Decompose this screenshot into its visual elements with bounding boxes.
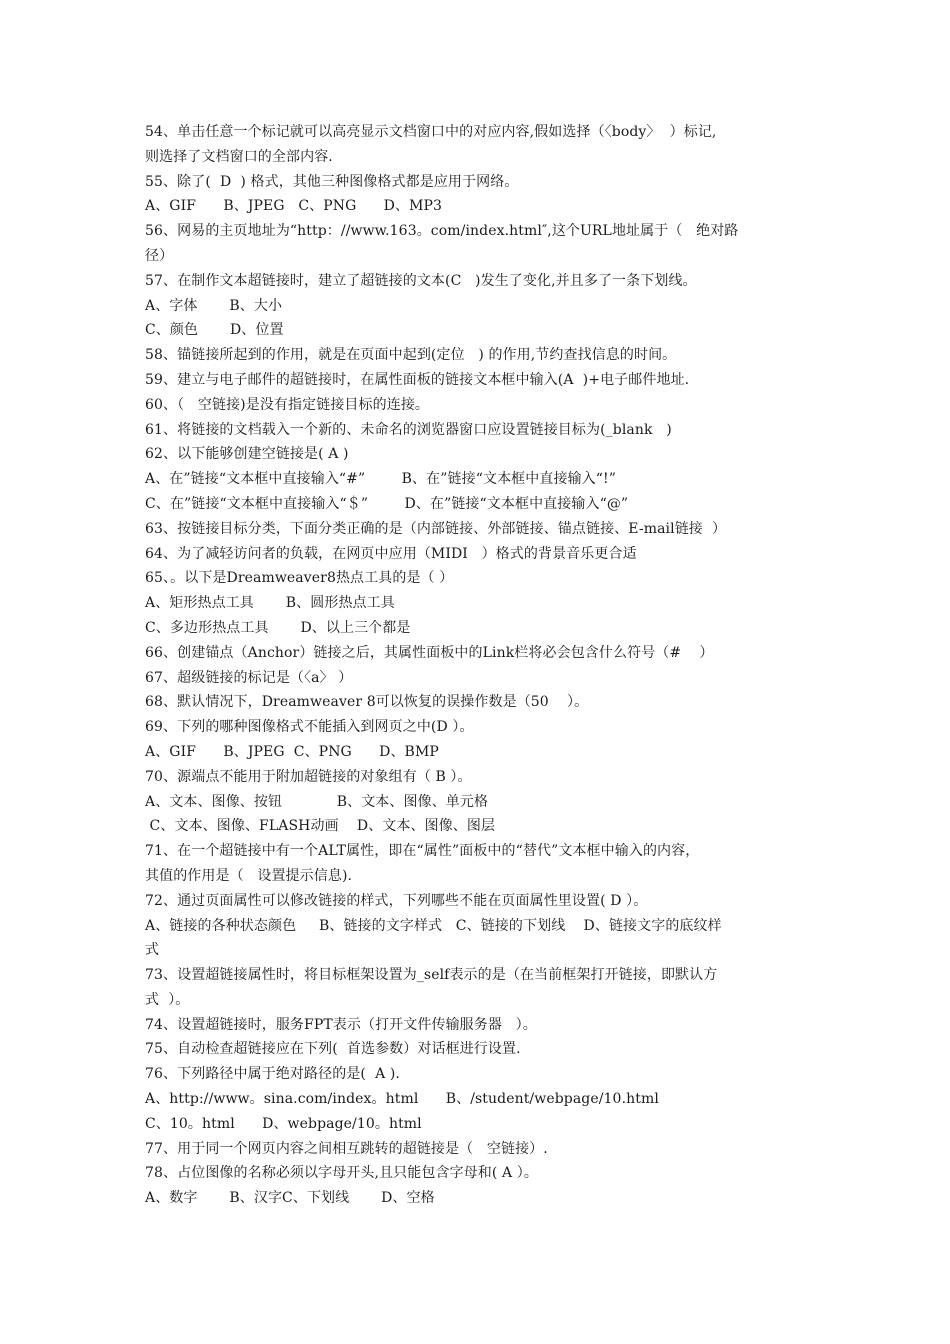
text-line: 66、创建锚点（Anchor）链接之后，其属性面板中的Link栏将必会包含什么符号（# ） [145, 644, 714, 661]
text-line: C、在”链接“文本框中直接输入“＄” D、在”链接“文本框中直接输入“@” [145, 495, 629, 512]
text-line: C、10。html D、webpage/10。html [145, 1115, 422, 1132]
text-line: 75、自动检查超链接应在下列( 首选参数）对话框进行设置. [145, 1041, 521, 1058]
text-line: 55、除了( D ) 格式，其他三种图像格式都是应用于网络。 [145, 173, 519, 190]
text-line: 54、单击任意一个标记就可以高亮显示文档窗口中的对应内容,假如选择（〈body〉 ）标记, [145, 124, 717, 140]
text-line: 78、占位图像的名称必须以字母开头,且只能包含字母和( A ）。 [145, 1165, 538, 1182]
text-line: 56、网易的主页地址为“http：//www.163。com/index.html″,这个URL地址属于（ 绝对路 [145, 223, 739, 240]
text-line: A、文本、图像、按钮 B、文本、图像、单元格 [145, 793, 489, 810]
text-line: A、字体 B、大小 [145, 297, 283, 314]
text-line: 68、默认情况下，Dreamweaver 8可以恢复的误操作数是（50 ）。 [145, 694, 589, 711]
text-line: 74、设置超链接时，服务FPT表示（打开文件传输服务器 ）。 [145, 1016, 537, 1033]
text-line: A、数字 B、汉字C、下划线 D、空格 [145, 1190, 435, 1207]
text-line: 径） [145, 247, 174, 264]
text-line: 77、用于同一个网页内容之间相互跳转的超链接是（ 空链接）. [145, 1140, 548, 1157]
text-line: 69、下列的哪种图像格式不能插入到网页之中(D ）。 [145, 719, 474, 736]
text-line: A、矩形热点工具 B、圆形热点工具 [145, 595, 395, 612]
text-line: A、GIF B、JPEG C、PNG D、MP3 [145, 198, 443, 215]
text-line: 60、（ 空链接)是没有指定链接目标的连接。 [145, 396, 430, 413]
text-line: 64、为了减轻访问者的负载，在网页中应用（MIDI ）格式的背景音乐更合适 [145, 545, 637, 562]
text-line: 65、。以下是Dreamweaver8热点工具的是（ ） [145, 570, 454, 587]
text-line: 则选择了文档窗口的全部内容. [145, 148, 333, 165]
text-line: 式 [145, 942, 160, 959]
text-line: C、颜色 D、位置 [145, 322, 284, 339]
text-line: 其值的作用是（ 设置提示信息). [145, 867, 353, 884]
text-line: 76、下列路径中属于绝对路径的是( A ). [145, 1066, 400, 1083]
text-line: A、在”链接“文本框中直接输入“#” B、在”链接“文本框中直接输入“!” [145, 471, 617, 488]
text-line: 61、将链接的文档载入一个新的、未命名的浏览器窗口应设置链接目标为(_blank ) [145, 421, 672, 438]
text-line: A、GIF B、JPEG C、PNG D、BMP [145, 743, 439, 760]
text-line: 57、在制作文本超链接时，建立了超链接的文本(C )发生了变化,并且多了一条下划线。 [145, 272, 697, 289]
text-line: 70、源端点不能用于附加超链接的对象组有（ B ）。 [145, 768, 472, 785]
text-line: 59、建立与电子邮件的超链接时，在属性面板的链接文本框中输入(A )+电子邮件地址. [145, 371, 690, 388]
text-line: A、链接的各种状态颜色 B、链接的文字样式 C、链接的下划线 D、链接文字的底纹样 [145, 917, 722, 934]
text-line: 71、在一个超链接中有一个ALT属性，即在“属性”面板中的“替代”文本框中输入的内容， [145, 843, 700, 860]
text-line: A、http://www。sina.com/index。html B、/student/webpage/10.html [145, 1091, 659, 1108]
text-line: 73、设置超链接属性时，将目标框架设置为_self表示的是（在当前框架打开链接，即默认方 [145, 967, 718, 984]
text-line: 72、通过页面属性可以修改链接的样式，下列哪些不能在页面属性里设置( D ）。 [145, 892, 648, 909]
text-line: 式 ）。 [145, 991, 190, 1008]
text-line: 67、超级链接的标记是（〈a〉 ） [145, 669, 353, 686]
text-line: C、多边形热点工具 D、以上三个都是 [145, 619, 411, 636]
text-line: 58、锚链接所起到的作用，就是在页面中起到(定位 ) 的作用,节约查找信息的时间。 [145, 347, 677, 364]
document-page [145, 120, 805, 1211]
text-line: 63、按链接目标分类，下面分类正确的是（内部链接、外部链接、锚点链接、E-mail链接 ） [145, 520, 727, 537]
text-line: C、文本、图像、FLASH动画 D、文本、图像、图层 [145, 818, 496, 835]
text-line: 62、以下能够创建空链接是( A ) [145, 446, 349, 463]
